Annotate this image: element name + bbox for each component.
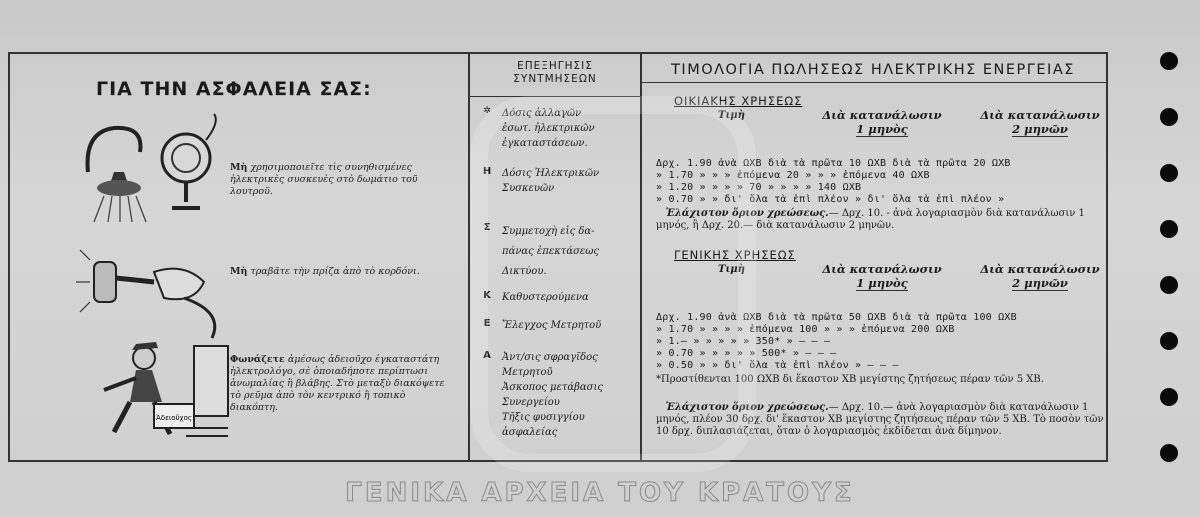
general-heading: ΓΕΝΙΚΗΣ ΧΡΗΣΕΩΣ [674,248,796,262]
safety-tip: Μὴ χρησιμοποιεῖτε τὶς συνηθισμένες ἠλεκτρικὲς συσκευὲς στὸ δωμάτιο τοῦ λουτροῦ. [230,162,418,197]
footnote: *Προστίθενται 100 ΩΧΒ δι ἕκαστον ΧΒ μεγίστης ζητήσεως πέραν τῶν 5 ΧΒ. [656,374,1044,385]
price-column-header: Τιμὴ [718,264,745,275]
abbreviation-letter: Κ [483,290,491,301]
abbreviations-title: ΕΠΕΞΗΓΗΣΙΣ ΣΥΝΤΜΗΣΕΩΝ [513,60,597,85]
tariff-title: ΤΙΜΟΛΟΓΙΑ ΠΩΛΗΣΕΩΣ ΗΛΕΚΤΡΙΚΗΣ ΕΝΕΡΓΕΙΑΣ [640,62,1106,83]
abbreviation-text: Δόσις ἀλλαγῶν ἐσωτ. ἠλεκτρικῶν ἐγκαταστάσεων. [502,108,595,149]
abbreviation-letter: ✲ [483,106,491,116]
minimum-charge-note: Ἐλάχιστον ὅριον χρεώσεως.— Δρχ. 10.— ἀνὰ λογαριασμὸν διὰ κατανάλωσιν 1 μηνός, πλέον 30 δρχ. δι' ἕκαστον ΧΒ μεγίστης ζητήσεως πέραν τῶν 5 ΧΒ. Τὸ ποσὸν τῶν 10 δρχ. διπλασιάζεται, ὅταν ὁ λογαριασμὸς ἐκδίδεται ἀνὰ δίμηνον. [656,402,1104,437]
two-month-header: Διὰ κατανάλωσιν 2 μηνῶν [980,262,1100,290]
abbreviation-letter: Σ [483,222,491,233]
abbreviation-text: Δόσις Ἠλεκτρικῶν Συσκευῶν [502,168,600,194]
abbreviation-text: Καθυστερούμενα [502,292,589,303]
tariff-row: » 1.70 » » » ἑπόμενα 20 » » » ἑπόμενα 40 ΩΧΒ [656,170,930,181]
tariff-row: » 1.70 » » » » ἑπόμενα 100 » » » ἑπόμενα 200 ΩΧΒ [656,324,955,335]
electrician-illustration [74,336,234,446]
price-column-header: Τιμὴ [718,110,745,121]
tariff-row: » 0.50 » » δι' ὅλα τὰ ἐπὶ πλέον » — — — [656,360,899,371]
safety-tip: Μὴ τραβᾶτε τὴν πρίζα ἀπὸ τὸ κορδόνι. [230,266,420,277]
punch-hole [1160,276,1178,294]
abbreviation-letter: Α [483,350,491,361]
abbreviation-letter: Η [482,166,492,177]
two-month-header: Διὰ κατανάλωσιν 2 μηνῶν [980,108,1100,136]
archive-watermark: ΓΕΝΙΚΑ ΑΡΧΕΙΑ ΤΟΥ ΚΡΑΤΟΥΣ [345,478,855,508]
punch-hole [1160,52,1178,70]
tariff-row: » 0.70 » » δι' ὅλα τὰ ἐπὶ πλέον » δι' ὅλα τὰ ἐπὶ πλέον » [656,194,1005,205]
sign-label: Ἀδειοῦχος [156,414,192,422]
household-heading: ΟΙΚΙΑΚΗΣ ΧΡΗΣΕΩΣ [674,94,803,108]
abbreviation-letter: Ε [483,318,491,329]
tariff-row: » 1.— » » » » » 350* » — — — [656,336,831,347]
plug-pull-illustration [74,242,224,342]
tariff-row: Δρχ. 1.90 ἀνὰ ΩΧΒ διὰ τὰ πρῶτα 50 ΩΧΒ διὰ τὰ πρῶτα 100 ΩΧΒ [656,312,1017,323]
punch-hole [1160,388,1178,406]
abbreviation-text: Ἀντ/σις σφραγῖδος Μετρητοῦ Ἀσκοπος μετάβασις Συνεργείου Τῆξις φυσιγγίου ἀσφαλείας [502,352,604,438]
one-month-header: Διὰ κατανάλωσιν 1 μηνὸς [822,262,942,290]
archive-stamp-ghost [470,96,756,472]
punch-hole [1160,332,1178,350]
shower-heater-illustration [74,112,224,224]
punch-hole [1160,164,1178,182]
minimum-charge-note: Ἐλάχιστον ὅριον χρεώσεως.— Δρχ. 10. - ἀνὰ λογαριασμὸν διὰ κατανάλωσιν 1 μηνός, ἢ Δρχ. 20.— διὰ κατανάλωσιν 2 μηνῶν. [656,208,1085,231]
safety-section [10,54,468,460]
punch-hole [1160,220,1178,238]
abbreviation-text: Ἔλεγχος Μετρητοῦ [502,320,602,331]
tariff-row: » 0.70 » » » » » 500* » — — — [656,348,837,359]
punch-hole [1160,108,1178,126]
punch-hole [1160,444,1178,462]
safety-tip: Φωνάζετε ἀμέσως ἀδειοῦχο ἐγκαταστάτη ἠλεκτρολόγο, σὲ ὁποιαδήποτε περίπτωσι ἀνωμαλίας ἢ βλάβης. Στὸ μεταξὺ διακόψετε τὸ ρεῦμα ἀπὸ τὸν κεντρικό ἢ τοπικὸ διακόπτη. [230,354,445,413]
one-month-header: Διὰ κατανάλωσιν 1 μηνὸς [822,108,942,136]
abbreviation-text: Συμμετοχὴ εἰς δα- πάνας ἐπεκτάσεως Δικτύου. [502,226,600,277]
tariff-row: Δρχ. 1.90 ἀνὰ ΩΧΒ διὰ τὰ πρῶτα 10 ΩΧΒ διὰ τὰ πρῶτα 20 ΩΧΒ [656,158,1011,169]
tariff-row: » 1.20 » » » » 70 » » » » 140 ΩΧΒ [656,182,862,193]
safety-title: ΓΙΑ ΤΗΝ ΑΣΦΑΛΕΙΑ ΣΑΣ: [96,78,372,100]
